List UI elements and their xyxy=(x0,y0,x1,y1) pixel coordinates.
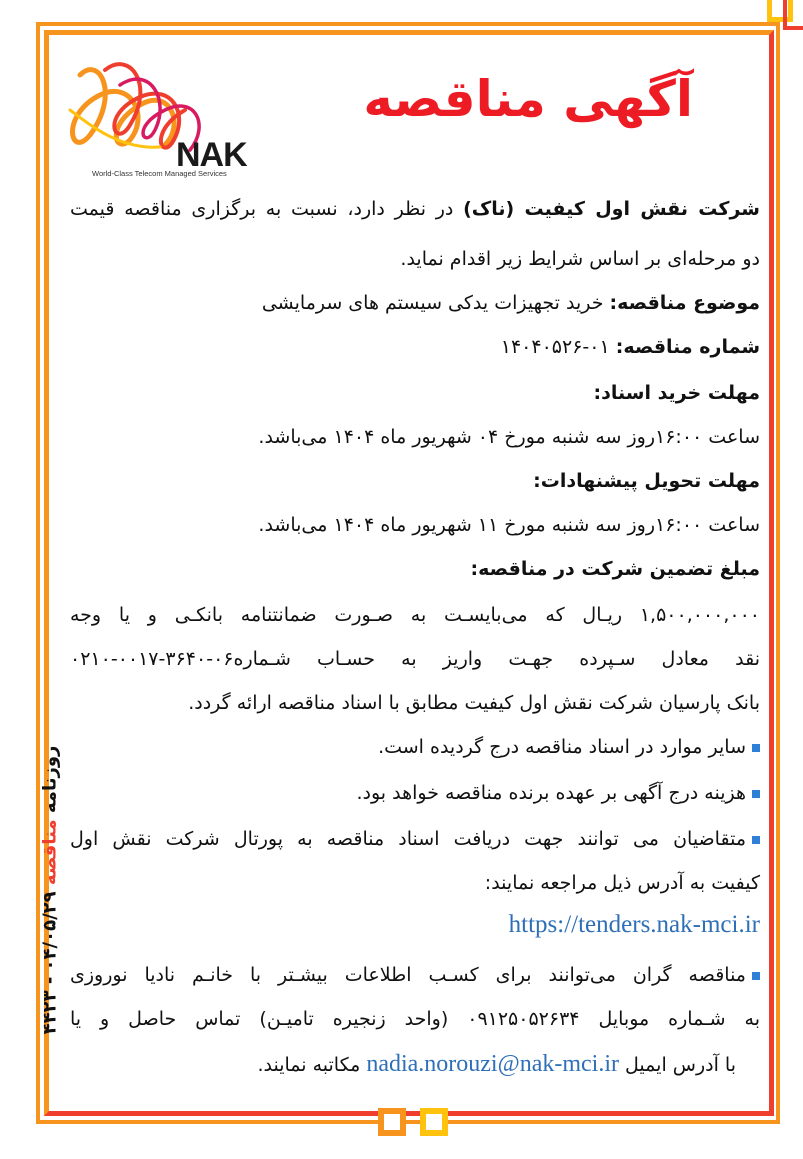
subject-value: خرید تجهیزات یدکی سیستم های سرمایشی xyxy=(261,292,604,314)
list-item xyxy=(70,738,760,757)
number-value: ۰۱-۱۴۰۴۰۵۲۶ xyxy=(500,336,610,358)
guarantee-line-2: نقد معادل سـپرده جهـت واریز به حسـاب شـماره۰۶-۳۶۴۰-۰۰۱۷-۰۲۱۰ xyxy=(70,648,760,670)
newspaper-label: روزنامه xyxy=(39,745,61,814)
intro-line-1 xyxy=(70,200,760,219)
intro-line-2: دو مرحله‌ای بر اساس شرایط زیر اقدام نماید. xyxy=(400,248,760,270)
list-item xyxy=(70,966,760,985)
square-bullet-icon xyxy=(752,744,760,752)
list-item xyxy=(70,830,760,849)
newspaper-brand: مناقصه xyxy=(39,819,61,886)
bullet-4-line-3 xyxy=(70,1052,760,1076)
purchase-deadline-text: ساعت ۱۶:۰۰روز سه شنبه مورخ ۰۴ شهریور ماه ۱۴۰۴ می‌باشد. xyxy=(258,426,760,448)
subject-line xyxy=(70,294,760,313)
purchase-deadline-heading: مهلت خرید اسناد: xyxy=(593,382,760,404)
logo-tagline: World-Class Telecom Managed Services xyxy=(92,169,227,178)
number-label: شماره مناقصه: xyxy=(615,336,760,358)
bullet-text-2: هزینه درج آگهی بر عهده برنده مناقصه خواهد بود. xyxy=(356,782,746,804)
guarantee-line-3: بانک پارسیان شرکت نقش اول کیفیت مطابق با اسناد مناقصه ارائه گردد. xyxy=(188,692,760,714)
delivery-deadline-heading: مهلت تحویل پیشنهادات: xyxy=(533,470,760,492)
subject-label: موضوع مناقصه: xyxy=(609,292,760,314)
bullet-3-continuation: کیفیت به آدرس ذیل مراجعه نمایند: xyxy=(484,872,760,894)
bullet-text-3: متقاضیان می توانند جهت دریافت اسناد مناقصه به پورتال شرکت نقش اول xyxy=(70,828,746,850)
tenders-portal-link[interactable]: https://tenders.nak-mci.ir xyxy=(508,911,760,938)
email-pre-text: با آدرس ایمیل xyxy=(625,1054,736,1076)
portal-link-line xyxy=(70,912,760,937)
square-bullet-icon xyxy=(752,972,760,980)
page-title: آگهی مناقصه xyxy=(363,70,693,128)
logo-name: NAK xyxy=(176,136,247,174)
square-bullet-icon xyxy=(752,790,760,798)
issue-info: ۴۴۲۳ - ۰۴/۰۵/۲۹ xyxy=(39,891,61,1035)
list-item xyxy=(70,784,760,803)
bullet-4-line-2: به شـماره موبایل ۰۹۱۲۵۰۵۲۶۳۴ (واحد زنجیره تامیـن) تماس حاصل و یا xyxy=(70,1008,761,1030)
corner-decoration-red xyxy=(783,0,803,30)
intro-text: در نظر دارد، نسبت به برگزاری مناقصه قیمت xyxy=(70,198,454,220)
bottom-square-orange xyxy=(378,1108,406,1136)
email-post-text: مکاتبه نمایند. xyxy=(257,1054,361,1076)
bottom-square-yellow xyxy=(420,1108,448,1136)
contact-email-link[interactable]: nadia.norouzi@nak-mci.ir xyxy=(366,1051,619,1077)
guarantee-line-1: ۱,۵۰۰,۰۰۰,۰۰۰ ریـال که می‌بایسـت به صـورت ضمانتنامه بانکـی و یا وجه xyxy=(70,604,760,626)
newspaper-side-label xyxy=(30,700,70,1080)
delivery-deadline-text: ساعت ۱۶:۰۰روز سه شنبه مورخ ۱۱ شهریور ماه ۱۴۰۴ می‌باشد. xyxy=(258,514,760,536)
square-bullet-icon xyxy=(752,836,760,844)
bullet-text-1: سایر موارد در اسناد مناقصه درج گردیده است. xyxy=(378,736,746,758)
number-line xyxy=(70,338,760,357)
bullet-text-4: مناقصه گران می‌توانند برای کسـب اطلاعات بیشـتر با خانـم نادیا نوروزی xyxy=(70,964,746,986)
company-name: شرکت نقش اول کیفیت (ناک) xyxy=(463,198,760,220)
guarantee-heading: مبلغ تضمین شرکت در مناقصه: xyxy=(470,558,760,580)
